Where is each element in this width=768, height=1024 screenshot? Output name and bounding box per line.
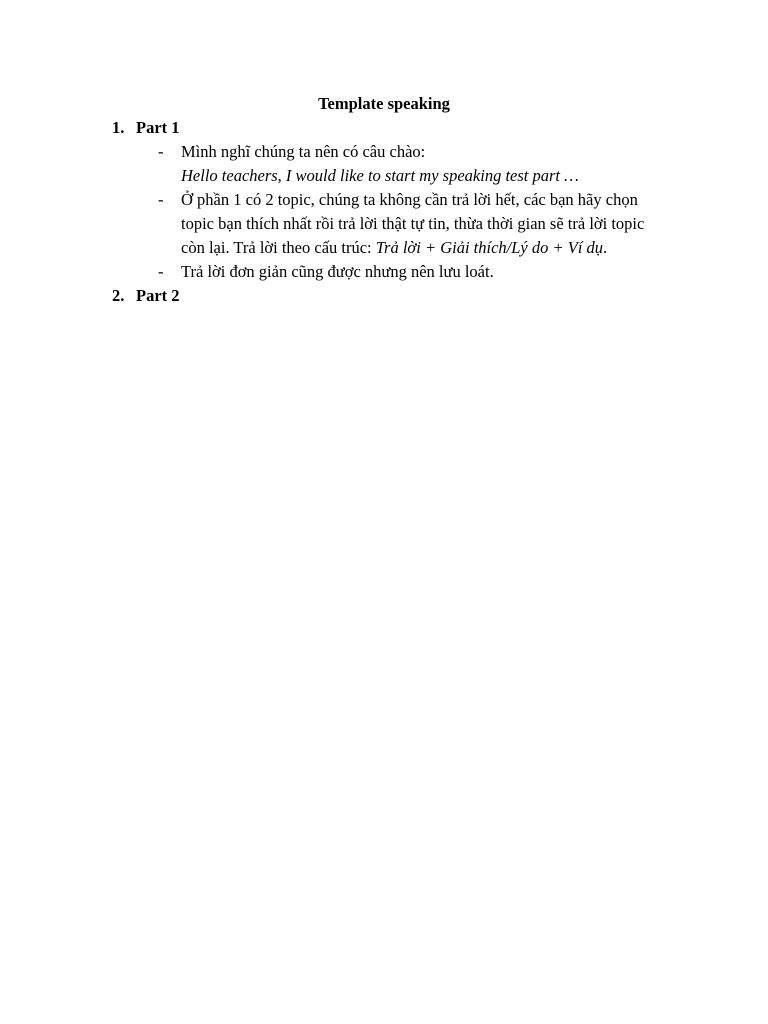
list-item-greeting <box>181 140 661 188</box>
list-item-topic-choice <box>181 188 661 260</box>
structure-suffix: . <box>603 238 608 257</box>
list-item-text: Trả lời đơn giản cũng được nhưng nên lưu loát. <box>181 262 494 281</box>
section-title: Part 1 <box>136 118 180 137</box>
document-title: Template speaking <box>318 94 450 113</box>
list-item-text: Mình nghĩ chúng ta nên có câu chào: <box>181 142 426 161</box>
bullet-marker: - <box>158 190 164 209</box>
section-title: Part 2 <box>136 286 180 305</box>
bullet-marker: - <box>158 262 164 281</box>
structure-prefix: còn lại. Trả lời theo cấu trúc: <box>181 238 376 257</box>
list-item-text: Ở phần 1 có 2 topic, chúng ta không cần trả lời hết, các bạn hãy chọn <box>181 190 638 209</box>
greeting-example-text: Hello teachers, I would like to start my speaking test part … <box>181 166 579 185</box>
section-heading-part-2 <box>112 284 180 308</box>
list-item-text: topic bạn thích nhất rồi trả lời thật tự tin, thừa thời gian sẽ trả lời topic <box>181 214 645 233</box>
section-heading-part-1 <box>112 116 180 140</box>
list-item-text-structure <box>181 236 661 260</box>
structure-formula: Trả lời + Giải thích/Lý do + Ví dụ <box>375 238 604 257</box>
list-item-fluency <box>181 260 661 284</box>
section-number: 2. <box>112 286 125 305</box>
bullet-marker: - <box>158 142 164 161</box>
section-number: 1. <box>112 118 125 137</box>
